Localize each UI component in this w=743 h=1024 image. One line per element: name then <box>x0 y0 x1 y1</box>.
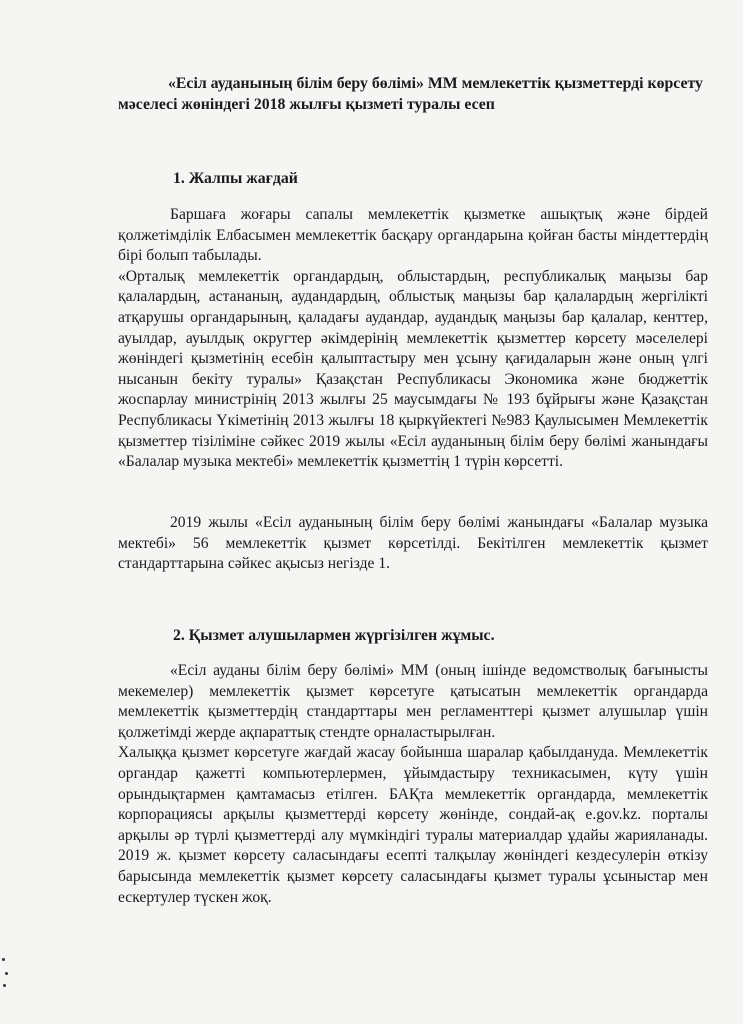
section-1-summary <box>118 513 708 575</box>
scan-speck <box>5 972 8 975</box>
section-1-heading: 1. Жалпы жағдай <box>173 170 298 187</box>
document-title: «Есіл ауданының білім беру бөлімі» ММ мемлекеттік қызметтерді көрсету мәселесі жөніндегі 2018 жылғы қызметі туралы есеп <box>118 75 703 113</box>
section-1-paragraph-2: «Орталық мемлекеттік органдардың, облыстардың, республикалық маңызы бар қалалардың, астананың, аудандардың, облыстық маңызы бар қалалардың жергілікті атқарушы органдарының, қаладағы аудандар, аудандық маңызы бар қалалар, кенттер, ауылдар, ауылдық округтер әкімдерінің мемлекеттік қызметтер көрсету мәселелері жөніндегі қызметінің есебін қалыптастыру мен ұсыну қағидаларын және оның үлгі нысанын бекіту туралы» Қазақстан Республикасы Экономика және бюджеттік жоспарлау министрінің 2013 жылғы 25 маусымдағы № 193 бұйрығы және Қазақстан Республикасы Үкіметінің 2013 жылғы 18 қыркүйектегі №983 Қаулысымен Мемлекеттік қызметтер тізіліміне сәйкес 2019 жылы «Есіл ауданының білім беру бөлімі жанындағы «Балалар музыка мектебі» мемлекеттік қызметтің 1 түрін көрсетті. <box>118 267 708 471</box>
section-1-paragraph-1: Баршаға жоғары сапалы мемлекеттік қызметке ашықтық және бірдей қолжетімділік Елбасымен мемлекеттік басқару органдарына қойған басты міндеттердің бірі болып табылады. <box>118 206 708 265</box>
section-2-paragraph-1: «Есіл ауданы білім беру бөлімі» ММ (оның ішінде ведомстволық бағынысты мекемелер) мемлекеттік қызмет көрсетуге қатысатын мемлекеттік органдарда мемлекеттік қызметтердің стандарттары мен регламенттері қызмет алушылар үшін қолжетімді жерде ақпараттық стендте орналастырылған. <box>118 662 708 741</box>
section-2-heading: 2. Қызмет алушылармен жүргізілген жұмыс. <box>173 627 495 644</box>
section-2-body <box>118 661 708 908</box>
scan-speck <box>2 958 5 961</box>
section-2-paragraph-2: Халыққа қызмет көрсетуге жағдай жасау бойынша шаралар қабылдануда. Мемлекеттік органдар қажетті компьютерлермен, ұйымдастыру техникасымен, күту үшін орындықтармен қамтамасыз етілген. БАҚта мемлекеттік органдарда, мемлекеттік корпорациясы арқылы қызметтерді көрсету жөнінде, сондай-ақ e.gov.kz. порталы арқылы әр түрлі қызметтерді алу мүмкіндігі туралы материалдар ұдайы жарияланады. 2019 ж. қызмет көрсету саласындағы есепті талқылау жөніндегі кездесулерін өткізу барысында мемлекеттік қызмет көрсету саласындағы қызмет туралы ұсыныстар мен ескертулер түскен жоқ. <box>118 744 708 906</box>
scan-speck <box>3 984 6 987</box>
section-1-paragraph-3: 2019 жылы «Есіл ауданының білім беру бөлімі жанындағы «Балалар музыка мектебі» 56 мемлекеттік қызмет көрсетілді. Бекітілген мемлекеттік қызмет стандарттарына сәйкес ақысыз негізде 1. <box>118 514 708 573</box>
section-1-body <box>118 205 708 473</box>
scan-specks <box>2 958 10 988</box>
